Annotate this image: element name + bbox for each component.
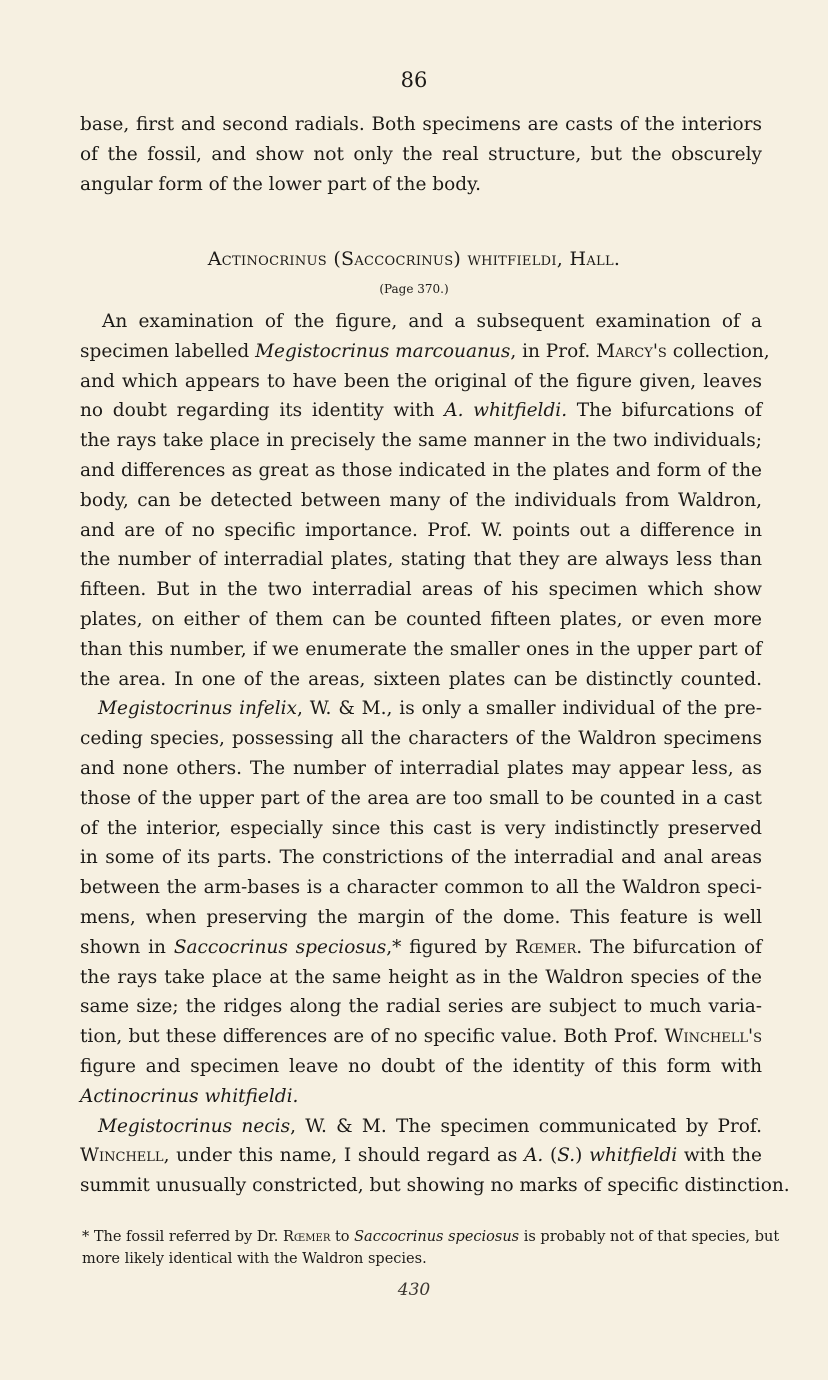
text-line: the rays take place at the same height as in the Waldron species of the <box>80 966 762 988</box>
handwritten-page-mark: 430 <box>397 1280 431 1300</box>
text-line: and are of no specific importance. Prof. W. points out a difference in <box>80 519 762 541</box>
text-line: the rays take place in precisely the same manner in the two individuals; <box>80 430 762 452</box>
text-line: and differences as great as those indicated in the plates and form of the <box>80 459 762 481</box>
text-line: mens, when preserving the margin of the dome. This feature is well <box>80 906 762 928</box>
text-line: fifteen. But in the two interradial areas of his specimen which show <box>80 579 762 601</box>
footnote-line: * The fossil referred by Dr. Rœmer to Saccocrinus speciosus is probably not of that species, but <box>82 1229 780 1245</box>
text-line: of the fossil, and show not only the real structure, but the obscurely <box>80 143 762 165</box>
main-text <box>80 307 790 1201</box>
text-line: specimen labelled Megistocrinus marcouanus, in Prof. Marcy's collection, <box>80 340 770 362</box>
page-reference: (Page 370.) <box>379 282 449 296</box>
text-line: An examination of the figure, and a subsequent examination of a <box>102 311 762 332</box>
text-line: ceding species, possessing all the characters of the Waldron specimens <box>80 728 762 750</box>
text-line: shown in Saccocrinus speciosus,* figured by Rœmer. The bifurcation of <box>80 936 762 958</box>
text-line: angular form of the lower part of the body. <box>80 173 482 195</box>
text-line: Megistocrinus necis, W. & M. The specimen communicated by Prof. <box>98 1115 762 1137</box>
text-line: figure and specimen leave no doubt of the identity of this form with <box>80 1055 762 1077</box>
text-line: than this number, if we enumerate the smaller ones in the upper part of <box>80 638 762 660</box>
text-line: same size; the ridges along the radial series are subject to much varia- <box>80 996 762 1018</box>
text-line: and none others. The number of interradial plates may appear less, as <box>80 757 762 779</box>
text-line: of the interior, especially since this cast is very indistinctly preserved <box>80 817 762 839</box>
footnote <box>82 1226 780 1270</box>
text-line: the number of interradial plates, stating that they are always less than <box>80 549 762 571</box>
text-line: summit unusually constricted, but showing no marks of specific distinction. <box>80 1175 790 1197</box>
text-line: base, first and second radials. Both specimens are casts of the interiors <box>80 114 762 135</box>
text-line: between the arm-bases is a character common to all the Waldron speci- <box>80 877 762 899</box>
text-line: the area. In one of the areas, sixteen plates can be distinctly counted. <box>80 668 762 690</box>
text-line: Winchell, under this name, I should regard as A. (S.) whitfieldi with the <box>80 1145 762 1167</box>
text-line: tion, but these differences are of no specific value. Both Prof. Winchell's <box>80 1026 762 1048</box>
text-line: no doubt regarding its identity with A. whitfieldi. The bifurcations of <box>80 400 763 422</box>
text-line: plates, on either of them can be counted fifteen plates, or even more <box>80 608 762 630</box>
text-line: and which appears to have been the original of the figure given, leaves <box>80 370 762 392</box>
text-line: those of the upper part of the area are too small to be counted in a cast <box>80 787 762 809</box>
text-line: Actinocrinus whitfieldi. <box>80 1085 299 1107</box>
text-line: Megistocrinus infelix, W. & M., is only a smaller individual of the pre- <box>98 698 762 720</box>
footnote-line: more likely identical with the Waldron species. <box>82 1251 427 1267</box>
text-line: body, can be detected between many of the individuals from Waldron, <box>80 489 762 511</box>
page-number: 86 <box>400 68 428 92</box>
text-line: in some of its parts. The constrictions of the interradial and anal areas <box>80 847 762 869</box>
intro-paragraph <box>80 110 762 199</box>
section-heading: Actinocrinus (Saccocrinus) whitfieldi, Hall. <box>207 248 621 270</box>
